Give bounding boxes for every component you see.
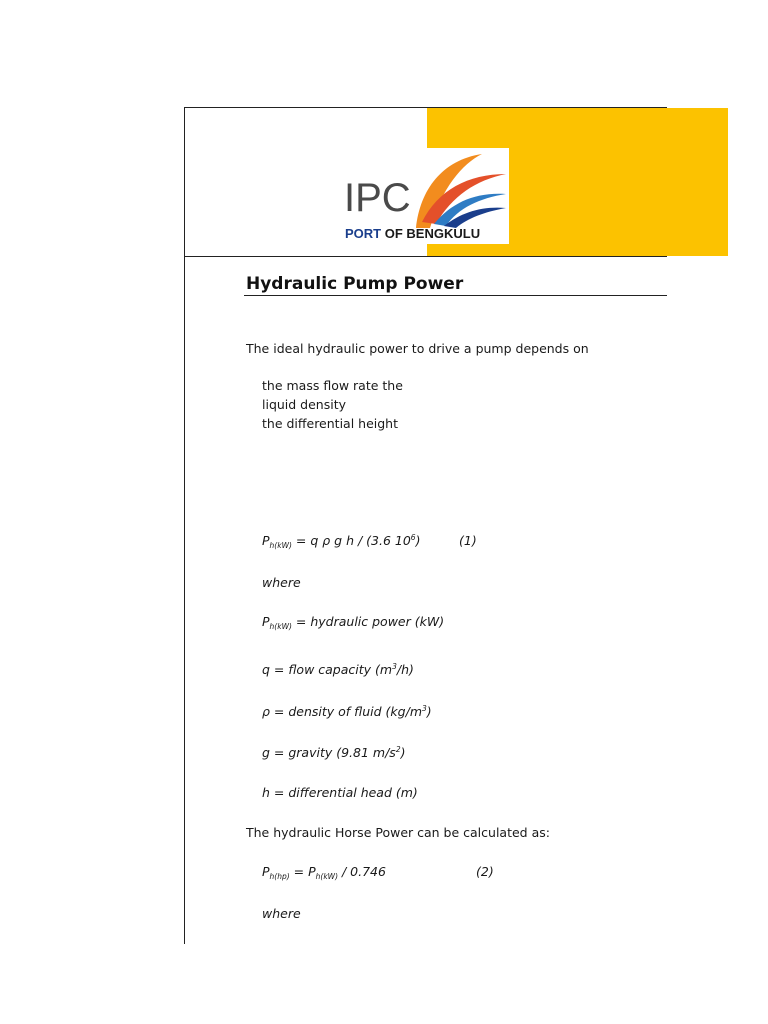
formula-hydraulic-power: $P_{h(kW)} = q$ ρ g h / (3.6 $10^6$) <box>262 533 421 550</box>
def-flow-capacity: q = flow capacity $(m^3/h)$ <box>262 662 414 677</box>
where-label-2: where <box>262 906 301 921</box>
title-underline <box>244 295 667 296</box>
formula-horse-power: $P_{h(hp)} = P_{h(kW)} / 0.746$ <box>262 864 386 881</box>
left-margin-rule <box>184 108 185 944</box>
logo-subtitle: PORT OF BENGKULU <box>345 226 481 241</box>
formula-number-2: (2) <box>476 864 494 879</box>
def-hydraulic-power: $P_{h(kW)}$ = hydraulic power (kW) <box>262 614 445 631</box>
list-item-mass-flow: the mass flow rate the <box>262 378 403 393</box>
where-label-1: where <box>262 575 301 590</box>
hp-intro-text: The hydraulic Horse Power can be calculated as: <box>246 825 550 840</box>
list-item-height: the differential height <box>262 416 398 431</box>
list-item-density: liquid density <box>262 397 347 412</box>
page-title: Hydraulic Pump Power <box>246 274 464 294</box>
def-gravity: g = gravity (9.81 $m/s^2$) <box>262 745 406 760</box>
formula-number-1: (1) <box>459 533 477 548</box>
intro-text: The ideal hydraulic power to drive a pump depends on <box>246 341 589 356</box>
company-logo <box>336 148 509 244</box>
logo-wordmark: IPC <box>344 176 411 220</box>
def-head: h = differential head (m) <box>262 785 418 800</box>
header-bottom-rule <box>184 256 667 257</box>
def-density: ρ = density of fluid $(kg/m^3)$ <box>262 704 432 719</box>
swoosh-icon <box>412 150 508 232</box>
